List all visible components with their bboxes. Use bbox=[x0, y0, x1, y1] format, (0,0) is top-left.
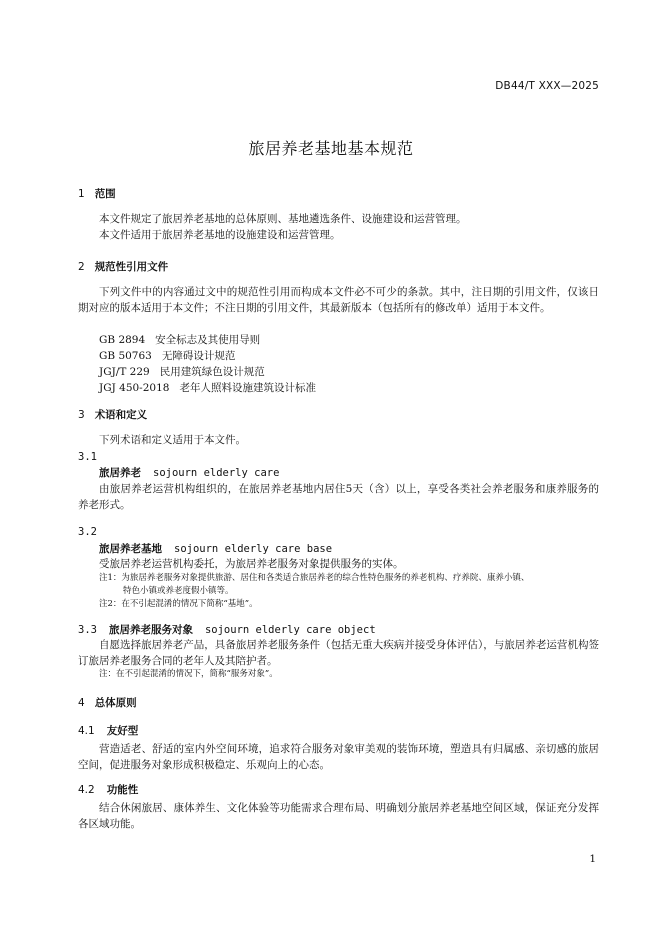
section-4-2-paragraph: 结合休闲旅居、康体养生、文化体验等功能需求合理布局、明确划分旅居养老基地空间区域，保证充分发挥各区域功能。 bbox=[78, 802, 599, 830]
section-2-paragraph: 下列文件中的内容通过文中的规范性引用而构成本文件必不可少的条款。其中，注日期的引用文件，仅该日期对应的版本适用于本文件；不注日期的引用文件，其最新版本（包括所有的修改单）适用于本文件。 bbox=[78, 286, 599, 314]
term-note-1 bbox=[99, 572, 599, 598]
reference-title: 老年人照料设施建筑设计标准 bbox=[179, 382, 316, 394]
section-4-2-heading bbox=[78, 782, 138, 797]
reference-title: 安全标志及其使用导则 bbox=[155, 334, 261, 346]
section-title: 友好型 bbox=[106, 725, 139, 737]
term-chinese: 旅居养老 bbox=[99, 467, 141, 479]
section-number: 1 bbox=[78, 188, 85, 200]
section-number: 4.1 bbox=[78, 725, 95, 737]
reference-item bbox=[99, 364, 265, 380]
term-number: 3.1 bbox=[78, 451, 97, 463]
term-english: sojourn elderly care bbox=[153, 467, 280, 479]
term-definition: 受旅居养老运营机构委托，为旅居养老服务对象提供服务的实体。 bbox=[99, 558, 404, 570]
term-3-heading bbox=[78, 622, 376, 637]
reference-code: GB 50763 bbox=[99, 350, 152, 362]
section-4-1-heading bbox=[78, 723, 138, 738]
section-title: 术语和定义 bbox=[94, 409, 148, 421]
section-1-paragraph-2: 本文件适用于旅居养老基地的设施建设和运营管理。 bbox=[99, 229, 341, 241]
section-1-heading bbox=[78, 186, 116, 201]
term-note: 注：在不引起混淆的情况下，简称“服务对象”。 bbox=[99, 669, 278, 679]
term-heading bbox=[99, 541, 332, 556]
section-number: 4.2 bbox=[78, 784, 95, 796]
reference-title: 民用建筑绿色设计规范 bbox=[159, 366, 265, 378]
section-4-heading bbox=[78, 695, 137, 710]
reference-item bbox=[99, 332, 260, 348]
reference-code: JGJ 450-2018 bbox=[99, 382, 170, 394]
section-title: 规范性引用文件 bbox=[94, 261, 169, 273]
term-heading bbox=[99, 465, 279, 480]
term-number: 3.3 bbox=[78, 624, 97, 636]
reference-title: 无障碍设计规范 bbox=[161, 350, 236, 362]
section-title: 功能性 bbox=[106, 784, 139, 796]
note-continuation: 特色小镇或养老度假小镇等。 bbox=[123, 586, 234, 596]
note-text: 为旅居养老服务对象提供旅游、居住和各类适合旅居养老的综合性特色服务的养老机构、疗养院、康养小镇、 bbox=[121, 573, 530, 583]
section-title: 总体原则 bbox=[94, 697, 137, 709]
term-definition: 由旅居养老运营机构组织的，在旅居养老基地内居住5天（含）以上，享受各类社会养老服务和康养服务的养老形式。 bbox=[78, 483, 599, 511]
reference-code: GB 2894 bbox=[99, 334, 146, 346]
document-title: 旅居养老基地基本规范 bbox=[248, 139, 414, 158]
section-4-1-paragraph: 营造适老、舒适的室内外空间环境，追求符合服务对象审美观的装饰环境，塑造具有归属感、亲切感的旅居空间，促进服务对象形成积极稳定、乐观向上的心态。 bbox=[78, 743, 599, 771]
section-title: 范围 bbox=[94, 188, 116, 200]
term-english: sojourn elderly care base bbox=[174, 543, 333, 555]
document-code: DB44/T XXX—2025 bbox=[495, 80, 599, 92]
reference-item bbox=[99, 348, 235, 364]
section-number: 4 bbox=[78, 697, 85, 709]
term-chinese: 旅居养老服务对象 bbox=[108, 624, 193, 636]
section-number: 2 bbox=[78, 261, 85, 273]
term-definition: 自愿选择旅居养老产品，具备旅居养老服务条件（包括无重大疾病并接受身体评估），与旅居养老运营机构签订旅居养老服务合同的老年人及其陪护者。 bbox=[78, 639, 599, 667]
reference-code: JGJ/T 229 bbox=[99, 366, 150, 378]
term-chinese: 旅居养老基地 bbox=[99, 543, 162, 555]
term-number: 3.2 bbox=[78, 526, 97, 538]
reference-item bbox=[99, 380, 316, 396]
section-3-intro: 下列术语和定义适用于本文件。 bbox=[99, 434, 246, 446]
term-note-2: 注2：在不引起混淆的情况下简称“基地”。 bbox=[99, 599, 258, 609]
note-label: 注1： bbox=[99, 573, 122, 583]
section-3-heading bbox=[78, 407, 147, 422]
section-1-paragraph-1: 本文件规定了旅居养老基地的总体原则、基地遴选条件、设施建设和运营管理。 bbox=[99, 213, 467, 225]
page-number: 1 bbox=[589, 853, 596, 865]
term-english: sojourn elderly care object bbox=[204, 624, 376, 636]
section-number: 3 bbox=[78, 409, 85, 421]
section-2-heading bbox=[78, 259, 168, 274]
